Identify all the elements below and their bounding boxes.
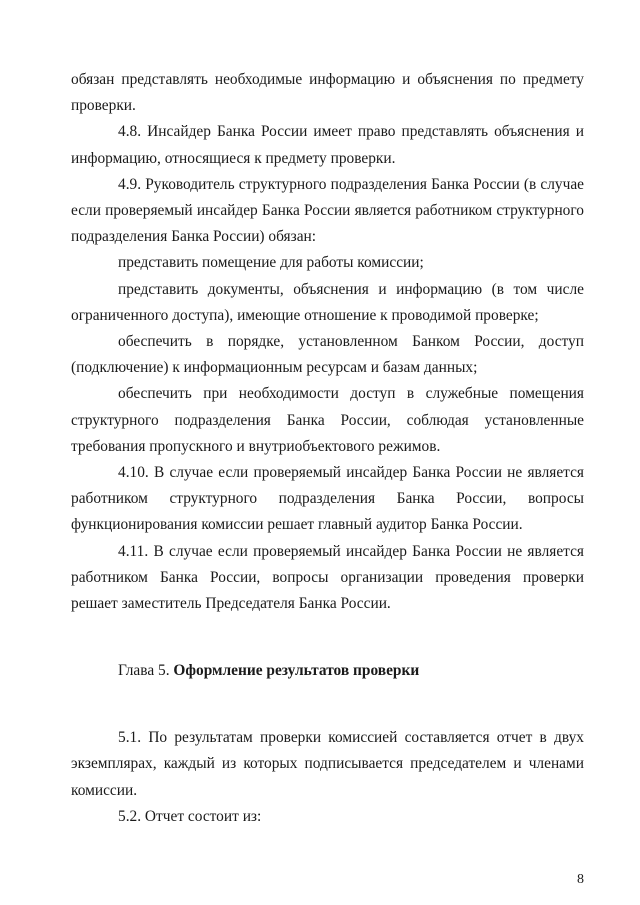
chapter-title: Оформление результатов проверки xyxy=(173,662,420,680)
list-item-premises: представить помещение для работы комиссии; xyxy=(118,254,424,272)
list-item-service-premises: обеспечить при необходимости доступ в служебные помещения структурного подразделения Банка России, соблюдая установленные требования пропускного и внутриобъектового режимов. xyxy=(71,385,584,455)
list-item-access: обеспечить в порядке, установленном Банком России, доступ (подключение) к информационным ресурсам и базам данных; xyxy=(71,333,584,377)
chapter-heading xyxy=(71,658,584,684)
paragraph-4-10: 4.10. В случае если проверяемый инсайдер Банка России не является работником структурного подразделения Банка России, вопросы функционирования комиссии решает главный аудитор Банка России. xyxy=(71,464,584,534)
paragraph-continuation: обязан представлять необходимые информацию и объяснения по предмету проверки. xyxy=(71,71,584,115)
list-item-documents: представить документы, объяснения и информацию (в том числе ограниченного доступа), имеющие отношение к проводимой проверке; xyxy=(71,280,584,324)
paragraph-4-9: 4.9. Руководитель структурного подразделения Банка России (в случае если проверяемый инсайдер Банка России является работником структурного подразделения Банка России) обязан: xyxy=(71,175,584,246)
paragraph-5-2: 5.2. Отчет состоит из: xyxy=(118,807,262,825)
page-number: 8 xyxy=(577,872,584,887)
paragraph-4-8: 4.8. Инсайдер Банка России имеет право представлять объяснения и информацию, относящиеся к предмету проверки. xyxy=(71,123,584,167)
paragraph-5-1: 5.1. По результатам проверки комиссией составляется отчет в двух экземплярах, каждый из которых подписывается председателем и членами комиссии. xyxy=(71,729,584,799)
document-body xyxy=(71,67,584,830)
paragraph-4-11: 4.11. В случае если проверяемый инсайдер Банка России не является работником Банка России, вопросы организации проведения проверки решает заместитель Председателя Банка России. xyxy=(71,542,584,613)
chapter-prefix: Глава 5. xyxy=(118,662,174,680)
